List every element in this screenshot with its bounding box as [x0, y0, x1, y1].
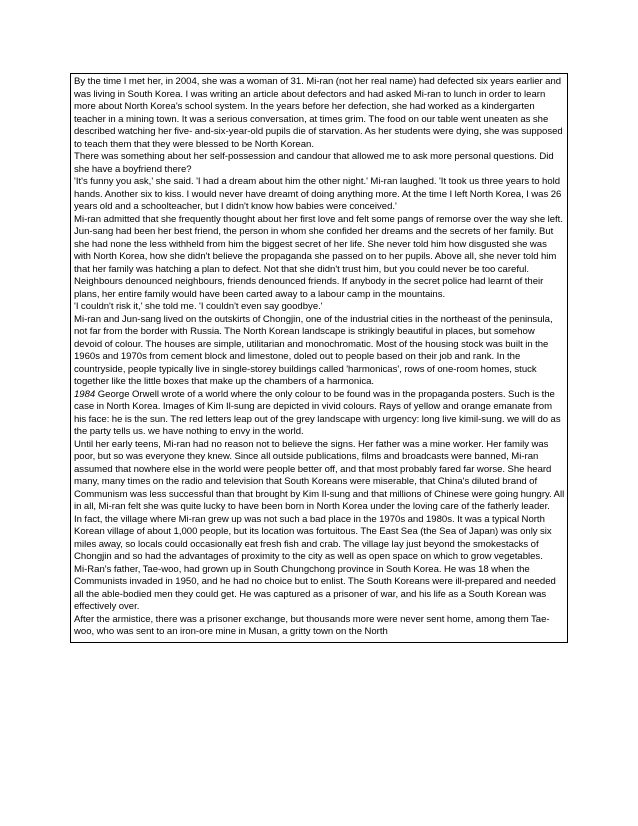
book-title-1984: 1984: [74, 388, 96, 400]
paragraph-1: By the time I met her, in 2004, she was a woman of 31. Mi-ran (not her real name) had defected six years earlier and was living in South Korea. I was writing an article about defectors and had asked Mi-ran to lunch in order to learn more about North Korea's school system. In the years before her defection, she had worked as a kindergarten teacher in a mining town. It was a serious conversation, at times grim. The food on our table went uneaten as she described watching her five- and-six-year-old pupils die of starvation. As her students were dying, she was supposed to teach them that they were blessed to be North Korean.: [74, 76, 563, 150]
paragraph-11: Mi-Ran's father, Tae-woo, had grown up in South Chungchong province in South Korea. He was 18 when the Communists invaded in 1950, and he had no choice but to enlist. The South Koreans were ill-prepared and needed all the able-bodied men they could get. He was captured as a prisoner of war, and his life as a South Korean was effectively over.: [74, 563, 556, 612]
paragraph-10: In fact, the village where Mi-ran grew up was not such a bad place in the 1970s and 1980s. It was a typical North Korean village of about 1,000 people, but its location was fortuitous. The East Sea (the Sea of Japan) was only six miles away, so locals could occasionally eat fresh fish and crab. The village lay just beyond the smokestacks of Chongjin and so had the advantages of proximity to the city as well as open space on which to grow vegetables.: [74, 513, 552, 562]
paragraph-5: Neighbours denounced neighbours, friends denounced friends. If anybody in the secret police had learnt of their plans, her entire family would have been carted away to a labour camp in the mountains.: [74, 276, 544, 300]
document-text-block: [70, 73, 568, 643]
paragraph-orwell-text: George Orwell wrote of a world where the only colour to be found was in the propaganda posters. Such is the case in North Korea. Images of Kim Il-sung are depicted in vivid colours. Rays of yellow and orange emanate from his face: he is the sun. The red letters leap out of the grey landscape with urgency: long live kimil-sung. we will do as the party tells us. we have nothing to envy in the world.: [74, 388, 561, 437]
paragraph-orwell: [74, 389, 565, 439]
paragraph-12: After the armistice, there was a prisoner exchange, but thousands more were never sent home, among them Tae-woo, who was sent to an iron-ore mine in Musan, a gritty town on the North: [74, 613, 550, 637]
paragraph-7: Mi-ran and Jun-sang lived on the outskirts of Chongjin, one of the industrial cities in the northeast of the peninsula, not far from the border with Russia. The North Korean landscape is strikingly beautiful in places, but somehow devoid of colour. The houses are simple, utilitarian and monochromatic. Most of the housing stock was built in the 1960s and 1970s from cement block and limestone, doled out to people based on their job and rank. In the countryside, people typically live in single-storey buildings called 'harmonicas', rows of one-room homes, stuck together like the little boxes that make up the chambers of a harmonica.: [74, 313, 553, 387]
paragraph-4: Mi-ran admitted that she frequently thought about her first love and felt some pangs of remorse over the way she left. Jun-sang had been her best friend, the person in whom she confided her dreams and the secrets of her family. But she had none the less withheld from him the biggest secret of her life. She never told him how disgusted she was with North Korea, how she didn't believe the propaganda she passed on to her pupils. Above all, she never told him that her family was hatching a plan to defect. Not that she didn't trust him, but you could never be too careful.: [74, 213, 563, 275]
paragraph-6: 'I couldn't risk it,' she told me. 'I couldn't even say goodbye.': [74, 301, 323, 312]
paragraph-9: Until her early teens, Mi-ran had no reason not to believe the signs. Her father was a mine worker. Her family was poor, but so was everyone they knew. Since all outside publications, films and broadcasts were banned, Mi-ran assumed that nowhere else in the world were people better off, and that most probably fared far worse. She heard many, many times on the radio and television that South Koreans were miserable, that China's diluted brand of Communism was less successful than that brought by Kim Il-sung and that millions of Chinese were going hungry. All in all, Mi-ran felt she was quite lucky to have been born in North Korea under the loving care of the fatherly leader.: [74, 438, 565, 512]
paragraph-3: 'It's funny you ask,' she said. 'I had a dream about him the other night.' Mi-ran laughed. 'It took us three years to hold hands. Another six to kiss. I would never have dreamt of doing anything more. At the time I left North Korea, I was 26 years old and a schoolteacher, but I didn't know how babies were conceived.': [74, 176, 562, 212]
paragraph-2: There was something about her self-possession and candour that allowed me to ask more personal questions. Did she have a boyfriend there?: [74, 151, 554, 175]
